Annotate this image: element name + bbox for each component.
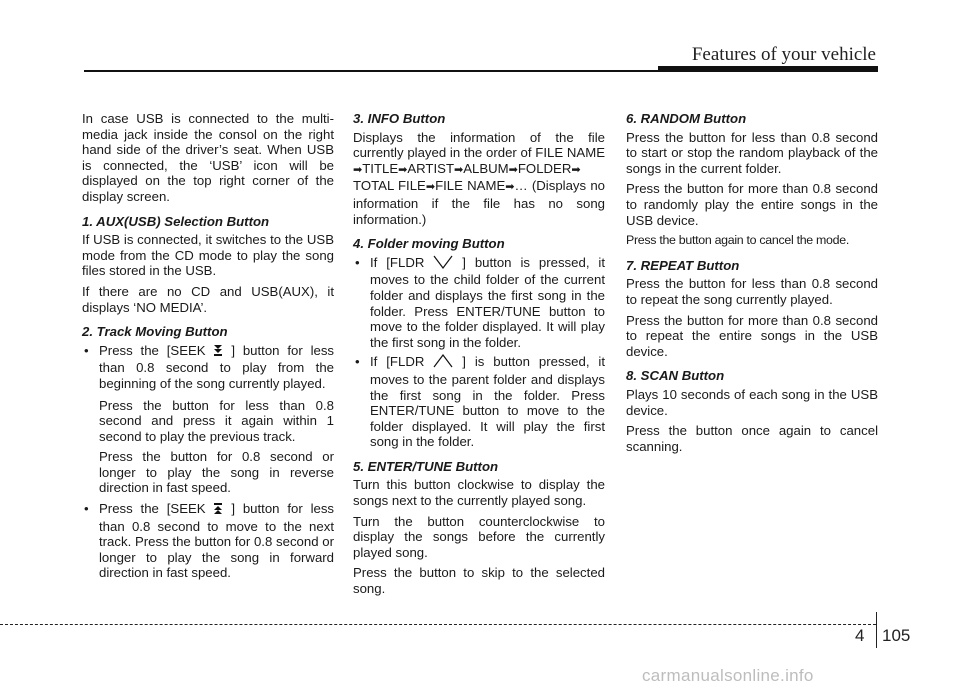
section-scan-p1: Plays 10 seconds of each song in the USB device. — [626, 386, 878, 418]
section-random-p3: Press the button again to cancel the mode. — [626, 233, 849, 248]
header-title: Features of your vehicle — [691, 44, 876, 65]
section-aux-usb-title: 1. AUX(USB) Selection Button — [82, 213, 270, 229]
right-arrow-icon: ➡ — [398, 163, 408, 176]
seek-up-icon — [213, 502, 223, 519]
right-arrow-icon: ➡ — [353, 163, 363, 176]
list-item: • Press the [SEEK ] button for less than 0.8 second to move to the next track. Press the button for 0.8 second or longer to play the song in forward direction in fast speed. — [82, 501, 334, 581]
list-item: • If [FLDR ] button is pressed, it moves to the child folder of the current folder and displays the first song in the folder. Press ENTER/TUNE button to move to the folder displayed. It will play the first song in the folder. — [353, 255, 605, 351]
section-track-title: 2. Track Moving Button — [82, 324, 228, 340]
header-rule-accent — [658, 66, 878, 72]
section-scan-p2: Press the button once again to cancel scanning. — [626, 423, 878, 454]
track-bullets — [82, 343, 334, 392]
right-arrow-icon: ➡ — [571, 163, 581, 176]
footer-divider — [876, 612, 877, 648]
section-random-p2: Press the button for more than 0.8 second to randomly play the entire songs in the USB device. — [626, 181, 878, 228]
watermark: carmanualsonline.info — [642, 666, 814, 685]
chevron-up-icon — [433, 354, 453, 372]
right-arrow-icon: ➡ — [454, 163, 464, 176]
list-item: • If [FLDR ] is button pressed, it moves to the parent folder and displays the first song in the folder. Press ENTER/TUNE button to move to the folder displayed. It will play the first song in the folder. — [353, 354, 605, 450]
track-sub-p1: Press the button for less than 0.8 second and press it again within 1 second to play the previous track. — [99, 397, 334, 444]
footer-rule — [0, 624, 876, 625]
section-enter-tune-p3: Press the button to skip to the selected song. — [353, 565, 605, 597]
section-info-title: 3. INFO Button — [353, 111, 446, 126]
section-repeat-p1: Press the button for less than 0.8 second to repeat the song currently played. — [626, 276, 878, 307]
section-aux-usb-p1: If USB is connected, it switches to the USB mode from the CD mode to play the song files stored in the USB. — [82, 232, 334, 279]
intro-paragraph: In case USB is connected to the multi-media jack inside the consol on the right hand side of the driver’s seat. When USB is connected, the ‘USB’ icon will be displayed on the top right corner of the display screen. — [82, 111, 334, 204]
section-random-title: 6. RANDOM Button — [626, 111, 747, 126]
section-enter-tune-p2: Turn the button counterclockwise to display the songs before the currently played song. — [353, 513, 605, 560]
section-info-p1: Displays the information of the file currently played in the order of FILE NAME ➡TITLE➡ARTIST➡ALBUM➡FOLDER➡ TOTAL FILE➡FILE NAME➡… (Displays no information if the file has no song information.) — [353, 129, 605, 227]
section-random-p1: Press the button for less than 0.8 second to start or stop the random playback of the songs in the current folder. — [626, 129, 878, 176]
section-repeat-p2: Press the button for more than 0.8 second to repeat the entire songs in the USB device. — [626, 312, 878, 359]
section-folder-title: 4. Folder moving Button — [353, 236, 505, 252]
right-arrow-icon: ➡ — [505, 181, 515, 194]
track-bullets-2 — [82, 501, 334, 581]
right-arrow-icon: ➡ — [508, 163, 518, 176]
section-enter-tune-p1: Turn this button clockwise to display the songs next to the currently played song. — [353, 477, 605, 509]
list-item: • Press the [SEEK ] button for less than 0.8 second to play from the beginning of the song currently played. — [82, 343, 334, 392]
section-aux-usb-p2: If there are no CD and USB(AUX), it displays ‘NO MEDIA’. — [82, 283, 334, 315]
column-3 — [626, 111, 878, 459]
chevron-down-icon — [433, 255, 453, 273]
section-scan-title: 8. SCAN Button — [626, 368, 725, 384]
column-2 — [353, 111, 605, 602]
chapter-number: 4 — [855, 626, 865, 645]
track-sub-p2: Press the button for 0.8 second or longer to play the song in reverse direction in fast speed. — [99, 449, 334, 496]
page-number: 105 — [882, 626, 911, 645]
section-repeat-title: 7. REPEAT Button — [626, 257, 740, 273]
folder-bullets — [353, 255, 605, 450]
column-1 — [82, 111, 334, 587]
section-enter-tune-title: 5. ENTER/TUNE Button — [353, 458, 499, 474]
right-arrow-icon: ➡ — [425, 181, 436, 194]
seek-down-icon — [213, 344, 223, 361]
